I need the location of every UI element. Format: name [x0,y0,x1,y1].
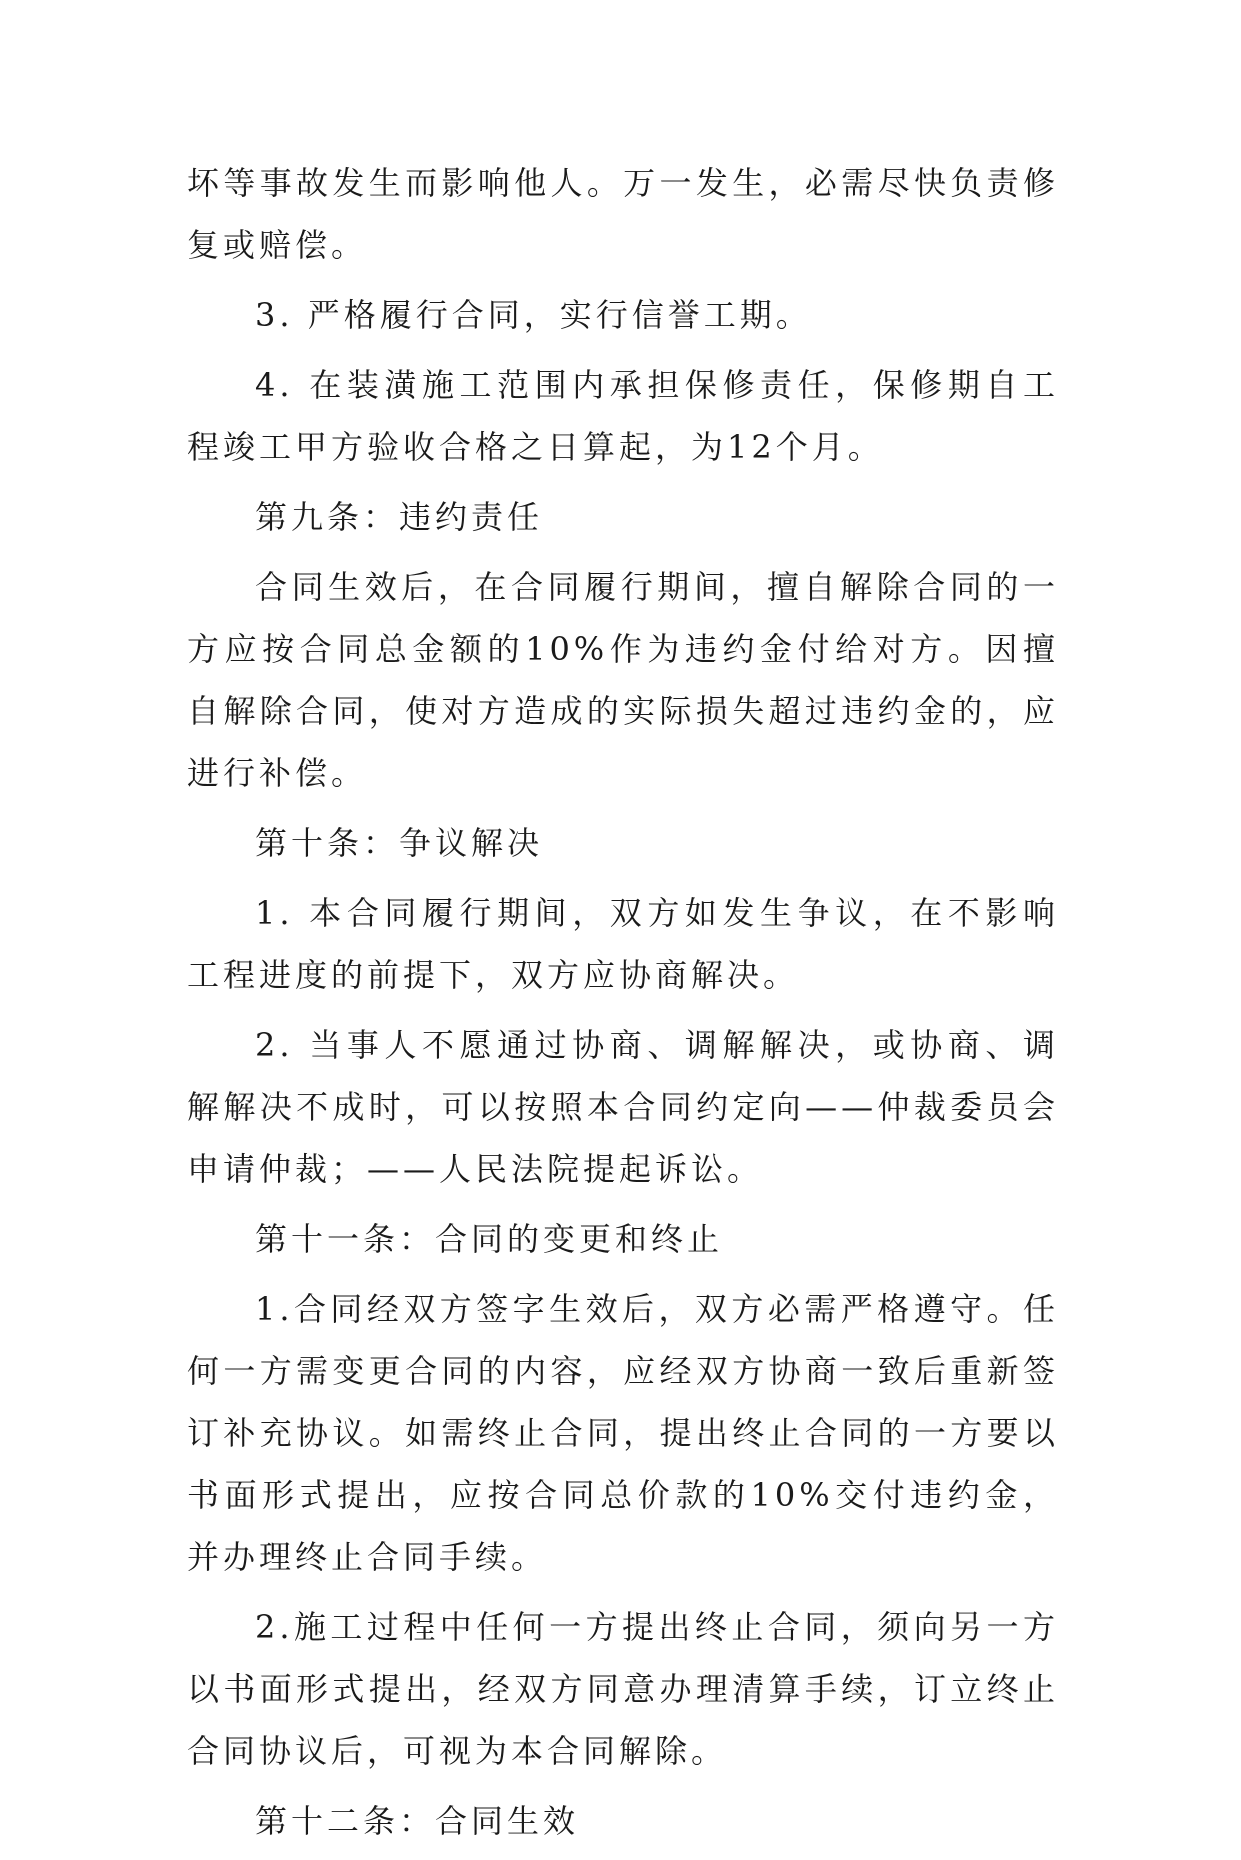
paragraph-clause-4-warranty: 4. 在装潢施工范围内承担保修责任，保修期自工程竣工甲方验收合格之日算起，为12个月。 [187,366,1059,466]
paragraph-dispute-2: 2. 当事人不愿通过协商、调解解决，或协商、调解解决不成时，可以按照本合同约定向——仲裁委员会申请仲裁；——人民法院提起诉讼。 [187,1026,1059,1188]
paragraph-change-1: 1.合同经双方签字生效后，双方必需严格遵守。任何一方需变更合同的内容，应经双方协商一致后重新签订补充协议。如需终止合同，提出终止合同的一方要以书面形式提出，应按合同总价款的10%交付违约金，并办理终止合同手续。 [187,1290,1059,1576]
paragraph-dispute-1: 1. 本合同履行期间，双方如发生争议，在不影响工程进度的前提下，双方应协商解决。 [187,894,1059,994]
article-9-heading: 第九条：违约责任 [255,498,544,536]
paragraph-clause-3-schedule: 3. 严格履行合同，实行信誉工期。 [255,296,812,334]
paragraph-change-2: 2.施工过程中任何一方提出终止合同，须向另一方以书面形式提出，经双方同意办理清算手续，订立终止合同协议后，可视为本合同解除。 [187,1608,1059,1770]
article-11-heading: 第十一条：合同的变更和终止 [255,1220,724,1258]
contract-text [187,152,1059,1860]
paragraph-repair-compensation: 坏等事故发生而影响他人。万一发生，必需尽快负责修复或赔偿。 [187,164,1059,264]
article-10-heading: 第十条：争议解决 [255,824,544,862]
paragraph-breach-liability: 合同生效后，在合同履行期间，擅自解除合同的一方应按合同总金额的10%作为违约金付给对方。因擅自解除合同，使对方造成的实际损失超过违约金的，应进行补偿。 [187,568,1059,792]
article-12-heading: 第十二条：合同生效 [255,1802,580,1840]
